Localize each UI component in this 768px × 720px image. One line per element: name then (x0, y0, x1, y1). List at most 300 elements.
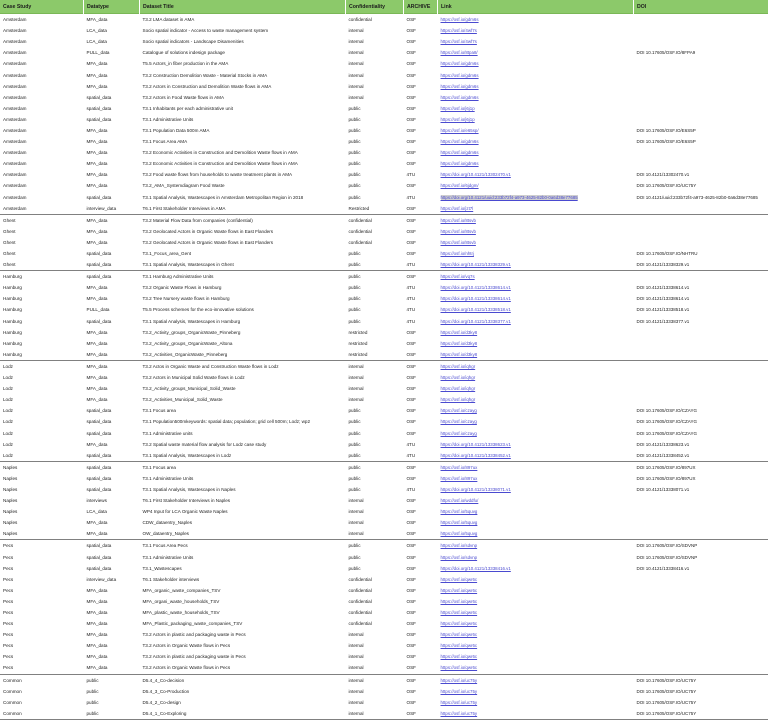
cell-doi (634, 473, 768, 484)
cell-datatype: spatial_data (84, 248, 140, 259)
cell-case-study: Naples (0, 528, 84, 540)
cell-datatype: spatial_data (84, 461, 140, 473)
table-row[interactable] (0, 92, 768, 103)
cell-confidentiality: restricted (346, 349, 404, 361)
dataset-link[interactable]: https://osf.io/qwr6c (441, 599, 478, 604)
cell-dataset-title: CDW_dataentry_Naples (140, 517, 346, 528)
table-row[interactable] (0, 237, 768, 248)
cell-confidentiality: public (346, 484, 404, 495)
table-row[interactable] (0, 136, 768, 147)
dataset-link[interactable]: https://osf.io/qwr6c (441, 654, 478, 659)
doi-value: DOI 10.17605/OSF.IO/NHTRU (637, 251, 698, 256)
cell-archive: OSF (404, 214, 438, 226)
cell-archive: OSF (404, 25, 438, 36)
dataset-link[interactable]: https://osf.io/qwr6c (441, 621, 478, 626)
table-row[interactable] (0, 316, 768, 327)
dataset-link[interactable]: https://doi.org/10.4121/13338623.v1 (441, 442, 511, 447)
cell-link (438, 203, 634, 215)
table-row[interactable] (0, 103, 768, 114)
dataset-link[interactable]: https://osf.io/czayg (441, 419, 477, 424)
table-row[interactable] (0, 394, 768, 405)
cell-link (438, 708, 634, 720)
cell-archive: OSF (404, 114, 438, 125)
cell-doi (634, 58, 768, 69)
cell-datatype: MFA_data (84, 629, 140, 640)
dataset-link[interactable]: https://doi.org/10.4121/uuid:233b72f4-a973-4625-82b0-0a6d38e77685 (441, 195, 578, 200)
cell-case-study: Amsterdam (0, 47, 84, 58)
cell-confidentiality: public (346, 461, 404, 473)
dataset-link[interactable]: https://osf.io/czayg (441, 408, 477, 413)
cell-dataset-title: WP4 Input for LCA Organic Waste Naples (140, 506, 346, 517)
cell-datatype: MFA_data (84, 14, 140, 26)
cell-doi (634, 405, 768, 416)
dataset-link[interactable]: https://osf.io/nhtrj (441, 251, 474, 256)
table-row[interactable] (0, 585, 768, 596)
cell-case-study: Hamburg (0, 282, 84, 293)
cell-doi (634, 439, 768, 450)
doi-value: DOI 10.17605/OSF.IO/UC75Y (637, 678, 697, 683)
cell-confidentiality: confidential (346, 226, 404, 237)
doi-value: DOI 10.17605/OSF.IO/SDVNP (637, 555, 698, 560)
table-row[interactable] (0, 327, 768, 338)
cell-confidentiality: confidential (346, 237, 404, 248)
dataset-link[interactable]: https://osf.io/gdm6s (441, 73, 479, 78)
cell-datatype: PULL_data (84, 47, 140, 58)
table-row[interactable] (0, 180, 768, 191)
table-row[interactable] (0, 248, 768, 259)
cell-confidentiality: internal (346, 651, 404, 662)
dataset-link[interactable]: https://osf.io/iqhgr (441, 386, 476, 391)
doi-value: DOI 10.17605/OSF.IO/CZAYG (637, 419, 697, 424)
cell-archive: OSF (404, 349, 438, 361)
cell-link (438, 304, 634, 315)
table-row[interactable] (0, 563, 768, 574)
cell-link (438, 461, 634, 473)
dataset-link[interactable]: https://doi.org/10.4121/13338614.v1 (441, 285, 511, 290)
table-row[interactable] (0, 552, 768, 563)
dataset-link[interactable]: https://osf.io/e65sp/ (441, 128, 479, 133)
cell-confidentiality: public (346, 450, 404, 462)
cell-doi (634, 180, 768, 191)
dataset-link[interactable]: https://osf.io/uc75y (441, 711, 478, 716)
table-row[interactable] (0, 473, 768, 484)
cell-link (438, 427, 634, 438)
table-row[interactable] (0, 338, 768, 349)
cell-datatype: MFA_data (84, 338, 140, 349)
cell-dataset-title: MFA_organic_waste_companies_TSV (140, 585, 346, 596)
dataset-link[interactable]: https://osf.io/5quvg (441, 531, 478, 536)
table-row[interactable] (0, 697, 768, 708)
cell-datatype: spatial_data (84, 405, 140, 416)
table-row[interactable] (0, 58, 768, 69)
table-row[interactable] (0, 125, 768, 136)
cell-link (438, 528, 634, 540)
cell-archive: OSF (404, 427, 438, 438)
cell-datatype: public (84, 686, 140, 697)
table-row[interactable] (0, 372, 768, 383)
cell-case-study: Pecs (0, 607, 84, 618)
dataset-link[interactable]: https://osf.io/qwr6c (441, 632, 478, 637)
dataset-link[interactable]: https://osf.io/4wf7s (441, 39, 477, 44)
cell-case-study: Pecs (0, 563, 84, 574)
table-row[interactable] (0, 574, 768, 585)
table-row[interactable] (0, 25, 768, 36)
dataset-link[interactable]: https://doi.org/10.4121/13338071.v1 (441, 487, 511, 492)
cell-archive: OSF (404, 629, 438, 640)
dataset-link[interactable]: https://osf.io/5quvg (441, 509, 478, 514)
cell-dataset-title: T3.1 Spatial Analysis, Wastescapes in Ghent (140, 259, 346, 271)
cell-confidentiality: confidential (346, 585, 404, 596)
cell-link (438, 327, 634, 338)
cell-archive: OSF (404, 147, 438, 158)
table-row[interactable] (0, 360, 768, 372)
table-row[interactable] (0, 651, 768, 662)
cell-dataset-title: T6.1 First Stakeholder Interviews in AMA (140, 203, 346, 215)
cell-dataset-title: T3.2 LMA dataset in AMA (140, 14, 346, 26)
column-header-dataset-title[interactable]: Dataset Title (140, 0, 346, 14)
dataset-link[interactable]: https://osf.io/8tsvb (441, 240, 476, 245)
table-row[interactable] (0, 47, 768, 58)
dataset-link[interactable]: https://osf.io/gdm6s (441, 61, 479, 66)
cell-archive: OSF (404, 271, 438, 283)
dataset-link[interactable]: https://osf.io/d3ky8 (441, 330, 478, 335)
dataset-link[interactable]: https://osf.io/8tsvb (441, 229, 476, 234)
cell-link (438, 180, 634, 191)
cell-dataset-title: T3.1 Population500mkeywords: spatial data; population; grid cell 500m; Lodz; wp2 (140, 416, 346, 427)
cell-archive: OSF (404, 81, 438, 92)
cell-dataset-title: T3.1 Focus Area AMA (140, 136, 346, 147)
table-row[interactable] (0, 439, 768, 450)
cell-case-study: Amsterdam (0, 169, 84, 180)
table-row[interactable] (0, 383, 768, 394)
dataset-link[interactable]: https://osf.io/uc75y (441, 689, 478, 694)
dataset-link[interactable]: https://doi.org/10.4121/13338614.v1 (441, 296, 511, 301)
cell-dataset-title: T3.1 Focus area (140, 405, 346, 416)
cell-case-study: Hamburg (0, 293, 84, 304)
table-row[interactable] (0, 517, 768, 528)
dataset-link[interactable]: https://osf.io/qwr6c (441, 610, 478, 615)
table-row[interactable] (0, 304, 768, 315)
cell-case-study: Amsterdam (0, 192, 84, 203)
table-row[interactable] (0, 169, 768, 180)
cell-confidentiality: public (346, 282, 404, 293)
cell-confidentiality: confidential (346, 214, 404, 226)
cell-link (438, 506, 634, 517)
cell-case-study: Amsterdam (0, 81, 84, 92)
doi-value: DOI 10.4121/13338452.v1 (637, 453, 690, 458)
doi-value: DOI 10.4121/13338071.v1 (637, 487, 690, 492)
cell-confidentiality: internal (346, 360, 404, 372)
dataset-link[interactable]: https://osf.io/6jdgm/ (441, 183, 479, 188)
cell-archive: OSF (404, 372, 438, 383)
cell-case-study: Naples (0, 517, 84, 528)
cell-dataset-title: D5.4_4_Co-decision (140, 674, 346, 686)
cell-confidentiality: public (346, 125, 404, 136)
doi-value: DOI 10.17605/OSF.IO/CZAYG (637, 408, 697, 413)
table-row[interactable] (0, 686, 768, 697)
cell-doi (634, 394, 768, 405)
table-row[interactable] (0, 293, 768, 304)
table-row[interactable] (0, 640, 768, 651)
table-row[interactable] (0, 349, 768, 361)
dataset-link[interactable]: https://osf.io/iqhgr (441, 364, 476, 369)
cell-dataset-title: D5.4_3_Co-Production (140, 686, 346, 697)
column-header-link[interactable]: Link (438, 0, 634, 14)
dataset-link[interactable]: https://doi.org/10.4121/13338416.v1 (441, 566, 511, 571)
column-header-datatype[interactable]: Datatype (84, 0, 140, 14)
table-row[interactable] (0, 674, 768, 686)
cell-link (438, 259, 634, 271)
dataset-link[interactable]: https://osf.io/j6j1p (441, 106, 475, 111)
table-row[interactable] (0, 596, 768, 607)
dataset-link[interactable]: https://osf.io/d3ky8 (441, 352, 478, 357)
cell-doi (634, 686, 768, 697)
cell-case-study: Amsterdam (0, 36, 84, 47)
cell-archive: OSF (404, 158, 438, 169)
cell-datatype: public (84, 708, 140, 720)
cell-datatype: MFA_data (84, 169, 140, 180)
doi-value: DOI 10.4121/uuid:233b72f4-a973-4625-82b0-0a6d38e77685 (637, 195, 758, 200)
dataset-link[interactable]: https://osf.io/vq7s (441, 274, 475, 279)
cell-dataset-title: T3.1 Administrative Units (140, 473, 346, 484)
cell-archive: OSF (404, 574, 438, 585)
dataset-link[interactable]: https://osf.io/4wf7s (441, 28, 477, 33)
cell-archive: OSF (404, 495, 438, 506)
column-header-confidentiality[interactable]: Confidentiality (346, 0, 404, 14)
cell-confidentiality: internal (346, 708, 404, 720)
cell-link (438, 192, 634, 203)
cell-archive: OSF (404, 36, 438, 47)
table-row[interactable] (0, 147, 768, 158)
cell-dataset-title: T3.1 Spatial Analysis, Wastescapes in Naples (140, 484, 346, 495)
table-row[interactable] (0, 69, 768, 80)
cell-case-study: Ghent (0, 237, 84, 248)
cell-case-study: Amsterdam (0, 136, 84, 147)
table-row[interactable] (0, 14, 768, 26)
table-row[interactable] (0, 528, 768, 540)
dataset-link[interactable]: https://osf.io/8tsvb (441, 218, 476, 223)
dataset-link[interactable]: https://osf.io/sdvnp (441, 555, 478, 560)
cell-case-study: Ghent (0, 248, 84, 259)
table-row[interactable] (0, 607, 768, 618)
cell-link (438, 58, 634, 69)
dataset-link[interactable]: https://doi.org/10.4121/13338518.v1 (441, 307, 511, 312)
cell-doi (634, 248, 768, 259)
table-row[interactable] (0, 416, 768, 427)
cell-dataset-title: MFA_Plastic_packaging_waste_companies_TSV (140, 618, 346, 629)
cell-link (438, 147, 634, 158)
cell-doi (634, 169, 768, 180)
column-header-doi[interactable]: DOI (634, 0, 768, 14)
cell-doi (634, 540, 768, 552)
cell-doi (634, 114, 768, 125)
dataset-link[interactable]: https://osf.io/5quvg (441, 520, 478, 525)
cell-doi (634, 237, 768, 248)
cell-case-study: Lodz (0, 360, 84, 372)
dataset-link[interactable]: https://osf.io/sdvnp (441, 543, 478, 548)
cell-confidentiality: internal (346, 81, 404, 92)
cell-dataset-title: T5.5 Actors_in fiber production in the AMA (140, 58, 346, 69)
dataset-link[interactable]: https://osf.io/j6j1p (441, 117, 475, 122)
dataset-link[interactable]: https://osf.io/d3ky8 (441, 341, 478, 346)
table-row[interactable] (0, 158, 768, 169)
cell-link (438, 439, 634, 450)
cell-doi (634, 259, 768, 271)
cell-confidentiality: public (346, 180, 404, 191)
cell-link (438, 271, 634, 283)
cell-link (438, 629, 634, 640)
cell-doi (634, 607, 768, 618)
cell-datatype: spatial_data (84, 114, 140, 125)
cell-link (438, 338, 634, 349)
dataset-link[interactable]: https://osf.io/8tpa8/ (441, 50, 478, 55)
table-row[interactable] (0, 662, 768, 674)
table-row[interactable] (0, 405, 768, 416)
table-row[interactable] (0, 271, 768, 283)
cell-doi (634, 125, 768, 136)
table-row[interactable] (0, 114, 768, 125)
dataset-link[interactable]: https://osf.io/qwr6c (441, 643, 478, 648)
cell-case-study: Ghent (0, 259, 84, 271)
dataset-link[interactable]: https://osf.io/qwr6c (441, 577, 478, 582)
cell-archive: OSF (404, 416, 438, 427)
dataset-link[interactable]: https://osf.io/czayg (441, 431, 477, 436)
dataset-link[interactable]: https://osf.io/gdm6s (441, 84, 479, 89)
cell-dataset-title: MFA_plastic_waste_households_TSV (140, 607, 346, 618)
column-header-archive[interactable]: ARCHIVE (404, 0, 438, 14)
cell-confidentiality: internal (346, 662, 404, 674)
dataset-link[interactable]: https://osf.io/iqhgr (441, 397, 476, 402)
cell-link (438, 686, 634, 697)
cell-doi (634, 495, 768, 506)
cell-archive: OSF (404, 405, 438, 416)
table-row[interactable] (0, 484, 768, 495)
cell-confidentiality: public (346, 427, 404, 438)
cell-doi (634, 338, 768, 349)
cell-case-study: Pecs (0, 629, 84, 640)
doi-value: DOI 10.17605/OSF.IO/UC75Y (637, 700, 697, 705)
cell-link (438, 372, 634, 383)
dataset-link[interactable]: https://osf.io/gdm6s (441, 161, 479, 166)
cell-dataset-title: T3.2 Food waste flows from households to waste treatment plants in AMA (140, 169, 346, 180)
cell-link (438, 674, 634, 686)
dataset-link[interactable]: https://osf.io/uc75y (441, 700, 478, 705)
cell-datatype: spatial_data (84, 259, 140, 271)
cell-confidentiality: internal (346, 36, 404, 47)
cell-case-study: Common (0, 686, 84, 697)
dataset-link[interactable]: https://doi.org/10.4121/13338329.v1 (441, 262, 511, 267)
cell-archive: 4TU (404, 293, 438, 304)
table-row[interactable] (0, 282, 768, 293)
cell-doi (634, 214, 768, 226)
table-row[interactable] (0, 461, 768, 473)
cell-doi (634, 304, 768, 315)
cell-link (438, 237, 634, 248)
table-row[interactable] (0, 214, 768, 226)
dataset-link[interactable]: https://doi.org/10.4121/13302470.v1 (441, 172, 511, 177)
cell-archive: OSF (404, 360, 438, 372)
cell-datatype: MFA_data (84, 136, 140, 147)
cell-archive: 4TU (404, 192, 438, 203)
dataset-link[interactable]: https://osf.io/wddfu/ (441, 498, 479, 503)
table-row[interactable] (0, 506, 768, 517)
dataset-link[interactable]: https://osf.io/iqhgr (441, 375, 476, 380)
cell-doi (634, 47, 768, 58)
table-row[interactable] (0, 192, 768, 203)
table-row[interactable] (0, 618, 768, 629)
cell-datatype: interview_data (84, 574, 140, 585)
table-row[interactable] (0, 259, 768, 271)
dataset-link[interactable]: https://osf.io/gdm6s (441, 17, 479, 22)
cell-case-study: Amsterdam (0, 14, 84, 26)
cell-link (438, 360, 634, 372)
cell-link (438, 125, 634, 136)
cell-link (438, 226, 634, 237)
cell-confidentiality: public (346, 114, 404, 125)
table-row[interactable] (0, 81, 768, 92)
cell-archive: OSF (404, 327, 438, 338)
cell-confidentiality: confidential (346, 596, 404, 607)
table-row[interactable] (0, 708, 768, 720)
cell-link (438, 651, 634, 662)
cell-case-study: Pecs (0, 540, 84, 552)
doi-value: DOI 10.17605/OSF.IO/897UX (637, 465, 696, 470)
cell-dataset-title: Socio spatial indicators - Landscape Disamenities (140, 36, 346, 47)
dataset-link[interactable]: https://osf.io/jzt7l (441, 206, 474, 211)
cell-case-study: Amsterdam (0, 25, 84, 36)
table-row[interactable] (0, 226, 768, 237)
cell-link (438, 607, 634, 618)
dataset-link[interactable]: https://osf.io/qwr6c (441, 588, 478, 593)
table-row[interactable] (0, 629, 768, 640)
cell-doi (634, 103, 768, 114)
column-header-case-study[interactable]: Case Study (0, 0, 84, 14)
cell-dataset-title: T3.2 Organic Waste Flows in Hamburg (140, 282, 346, 293)
dataset-link[interactable]: https://osf.io/897ux (441, 476, 478, 481)
cell-confidentiality: public (346, 416, 404, 427)
table-row[interactable] (0, 495, 768, 506)
cell-doi (634, 360, 768, 372)
cell-doi (634, 450, 768, 462)
dataset-link[interactable]: https://doi.org/10.4121/13338452.v1 (441, 453, 511, 458)
cell-confidentiality: internal (346, 25, 404, 36)
table-row[interactable] (0, 203, 768, 215)
dataset-link[interactable]: https://osf.io/gdm6s (441, 139, 479, 144)
dataset-link[interactable]: https://doi.org/10.4121/13338377.v1 (441, 319, 511, 324)
cell-case-study: Amsterdam (0, 58, 84, 69)
table-row[interactable] (0, 450, 768, 462)
cell-case-study: Amsterdam (0, 92, 84, 103)
dataset-link[interactable]: https://osf.io/qwr6c (441, 665, 478, 670)
doi-value: DOI 10.4121/13302470.v1 (637, 172, 690, 177)
dataset-link[interactable]: https://osf.io/gdm6s (441, 95, 479, 100)
cell-link (438, 563, 634, 574)
table-row[interactable] (0, 427, 768, 438)
cell-datatype: MFA_data (84, 349, 140, 361)
table-row[interactable] (0, 540, 768, 552)
doi-value: DOI 10.4121/13338614.v1 (637, 285, 690, 290)
cell-link (438, 394, 634, 405)
dataset-link[interactable]: https://osf.io/uc75y (441, 678, 478, 683)
cell-link (438, 349, 634, 361)
dataset-link[interactable]: https://osf.io/897ux (441, 465, 478, 470)
table-row[interactable] (0, 36, 768, 47)
cell-datatype: MFA_data (84, 618, 140, 629)
dataset-link[interactable]: https://osf.io/gdm6s (441, 150, 479, 155)
cell-datatype: MFA_data (84, 360, 140, 372)
cell-archive: OSF (404, 697, 438, 708)
cell-confidentiality: public (346, 271, 404, 283)
